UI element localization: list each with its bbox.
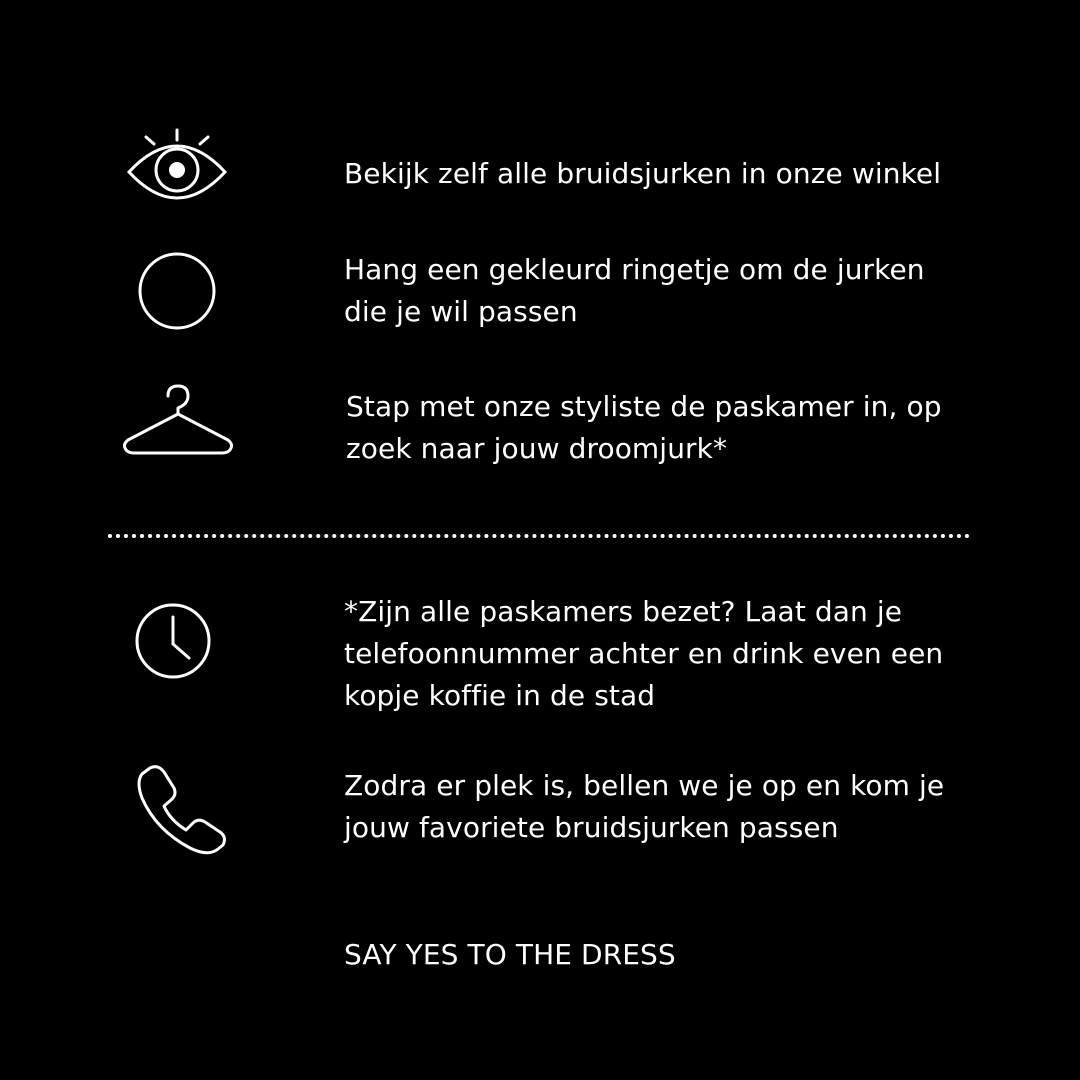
step-text-browse: Bekijk zelf alle bruidsjurken in onze winkel (344, 157, 942, 190)
dotted-divider (108, 534, 970, 538)
hanger-icon (122, 382, 234, 458)
step-text-ring: Hang een gekleurd ringetje om de jurken die je wil passen (344, 253, 925, 328)
clock-icon (134, 602, 212, 680)
eye-icon (124, 126, 230, 198)
note-text-callback: Zodra er plek is, bellen we je op en kom je jouw favoriete bruidsjurken passen (344, 769, 945, 844)
phone-icon (136, 764, 228, 854)
circle-ring-icon (137, 251, 217, 331)
step-text-fitting-room: Stap met onze styliste de paskamer in, op zoek naar jouw droomjurk* (346, 390, 942, 465)
tagline: SAY YES TO THE DRESS (344, 938, 676, 971)
note-text-busy: *Zijn alle paskamers bezet? Laat dan je telefoonnummer achter en drink even een kopje koffie in de stad (344, 595, 944, 712)
